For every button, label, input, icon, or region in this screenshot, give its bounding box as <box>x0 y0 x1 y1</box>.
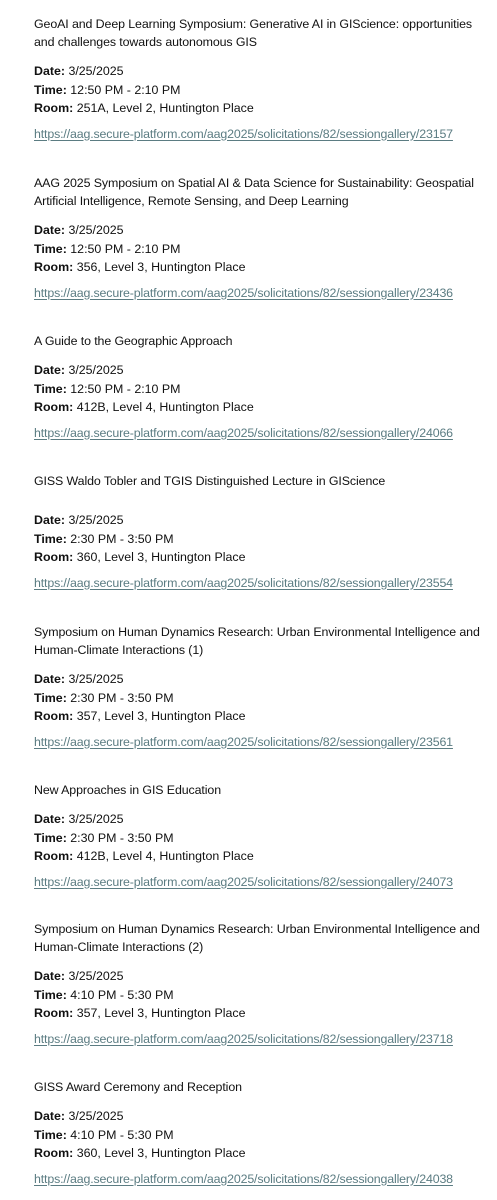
session-date: 3/25/2025 <box>68 223 124 237</box>
session-time: 2:30 PM - 3:50 PM <box>70 531 174 546</box>
session-gallery-link[interactable]: https://aag.secure-platform.com/aag2025/solicitations/82/sessiongallery/23157 <box>34 126 453 141</box>
date-label: Date: <box>34 969 65 983</box>
date-label: Date: <box>34 64 65 78</box>
room-label: Room: <box>34 260 74 274</box>
time-label: Time: <box>34 241 67 256</box>
session-time: 4:10 PM - 5:30 PM <box>70 987 174 1002</box>
time-label: Time: <box>34 987 67 1002</box>
session-date: 3/25/2025 <box>68 672 124 686</box>
session-title: New Approaches in GIS Education <box>34 783 222 797</box>
session-date-row <box>34 361 494 380</box>
session-date-row <box>34 1107 494 1126</box>
session-time: 4:10 PM - 5:30 PM <box>70 1127 174 1142</box>
session-room-row <box>34 548 494 567</box>
date-label: Date: <box>34 363 65 377</box>
session-item <box>34 472 494 592</box>
session-time-row <box>34 986 494 1005</box>
session-room-row <box>34 398 494 417</box>
session-gallery-link[interactable]: https://aag.secure-platform.com/aag2025/solicitations/82/sessiongallery/24066 <box>34 425 453 440</box>
session-item <box>34 781 494 891</box>
session-gallery-link[interactable]: https://aag.secure-platform.com/aag2025/solicitations/82/sessiongallery/24038 <box>34 1171 453 1186</box>
session-time: 12:50 PM - 2:10 PM <box>70 82 181 97</box>
room-label: Room: <box>34 709 74 723</box>
session-gallery-link[interactable]: https://aag.secure-platform.com/aag2025/solicitations/82/sessiongallery/23554 <box>34 575 453 590</box>
session-time-row <box>34 530 494 549</box>
session-room: 251A, Level 2, Huntington Place <box>76 101 254 115</box>
session-date: 3/25/2025 <box>68 1109 124 1123</box>
session-item <box>34 920 494 1048</box>
time-label: Time: <box>34 381 67 396</box>
room-label: Room: <box>34 849 74 863</box>
session-room: 412B, Level 4, Huntington Place <box>76 849 254 863</box>
session-item <box>34 1078 494 1188</box>
session-date-row <box>34 670 494 689</box>
session-date: 3/25/2025 <box>68 969 124 983</box>
session-date-row <box>34 221 494 240</box>
session-room-row <box>34 1004 494 1023</box>
session-time: 2:30 PM - 3:50 PM <box>70 690 174 705</box>
session-time: 12:50 PM - 2:10 PM <box>70 241 181 256</box>
session-date-row <box>34 967 494 986</box>
time-label: Time: <box>34 690 67 705</box>
room-label: Room: <box>34 1146 74 1160</box>
room-label: Room: <box>34 400 74 414</box>
session-room: 357, Level 3, Huntington Place <box>76 709 246 723</box>
session-item <box>34 15 494 143</box>
session-gallery-link[interactable]: https://aag.secure-platform.com/aag2025/solicitations/82/sessiongallery/24073 <box>34 874 453 889</box>
date-label: Date: <box>34 223 65 237</box>
session-title: GeoAI and Deep Learning Symposium: Generative AI in GIScience: opportunities and challenges towards autonomous GIS <box>34 17 473 49</box>
session-date: 3/25/2025 <box>68 812 124 826</box>
session-date: 3/25/2025 <box>68 64 124 78</box>
session-time-row <box>34 240 494 259</box>
session-room: 356, Level 3, Huntington Place <box>76 260 246 274</box>
date-label: Date: <box>34 513 65 527</box>
session-room: 360, Level 3, Huntington Place <box>76 550 246 564</box>
session-date: 3/25/2025 <box>68 513 124 527</box>
session-date: 3/25/2025 <box>68 363 124 377</box>
session-gallery-link[interactable]: https://aag.secure-platform.com/aag2025/solicitations/82/sessiongallery/23718 <box>34 1031 453 1046</box>
session-time-row <box>34 1126 494 1145</box>
time-label: Time: <box>34 82 67 97</box>
session-title: Symposium on Human Dynamics Research: Urban Environmental Intelligence and Human-Climate Interactions (1) <box>34 625 480 657</box>
session-room: 412B, Level 4, Huntington Place <box>76 400 254 414</box>
session-time-row <box>34 689 494 708</box>
session-time: 12:50 PM - 2:10 PM <box>70 381 181 396</box>
time-label: Time: <box>34 1127 67 1142</box>
session-room-row <box>34 707 494 726</box>
session-item <box>34 623 494 751</box>
room-label: Room: <box>34 101 74 115</box>
session-title: GISS Waldo Tobler and TGIS Distinguished Lecture in GIScience <box>34 474 386 488</box>
session-gallery-link[interactable]: https://aag.secure-platform.com/aag2025/solicitations/82/sessiongallery/23436 <box>34 285 453 300</box>
session-room-row <box>34 258 494 277</box>
session-title: Symposium on Human Dynamics Research: Urban Environmental Intelligence and Human-Climate Interactions (2) <box>34 922 480 954</box>
session-date-row <box>34 511 494 530</box>
session-time: 2:30 PM - 3:50 PM <box>70 830 174 845</box>
session-time-row <box>34 829 494 848</box>
session-date-row <box>34 810 494 829</box>
date-label: Date: <box>34 672 65 686</box>
session-title: GISS Award Ceremony and Reception <box>34 1080 242 1094</box>
session-room-row <box>34 847 494 866</box>
session-gallery-link[interactable]: https://aag.secure-platform.com/aag2025/solicitations/82/sessiongallery/23561 <box>34 734 453 749</box>
session-room: 360, Level 3, Huntington Place <box>76 1146 246 1160</box>
session-room-row <box>34 99 494 118</box>
session-room: 357, Level 3, Huntington Place <box>76 1006 246 1020</box>
session-time-row <box>34 81 494 100</box>
time-label: Time: <box>34 830 67 845</box>
session-title: AAG 2025 Symposium on Spatial AI & Data Science for Sustainability: Geospatial Artificial Intelligence, Remote Sensing, and Deep Learning <box>34 176 474 208</box>
date-label: Date: <box>34 1109 65 1123</box>
room-label: Room: <box>34 1006 74 1020</box>
session-item <box>34 174 494 302</box>
session-room-row <box>34 1144 494 1163</box>
session-time-row <box>34 380 494 399</box>
room-label: Room: <box>34 550 74 564</box>
session-title: A Guide to the Geographic Approach <box>34 334 233 348</box>
session-item <box>34 332 494 442</box>
date-label: Date: <box>34 812 65 826</box>
session-date-row <box>34 62 494 81</box>
time-label: Time: <box>34 531 67 546</box>
